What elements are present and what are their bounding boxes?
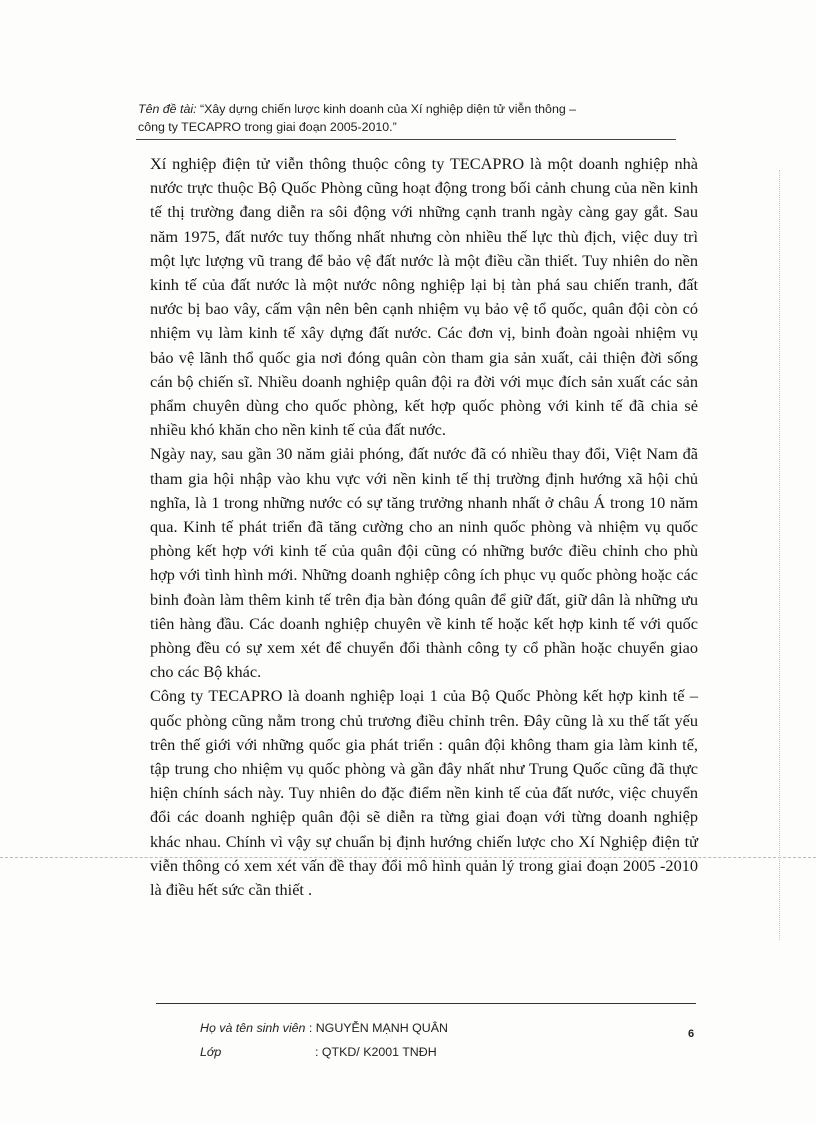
body-text [150, 152, 698, 902]
thesis-title-line-2: công ty TECAPRO trong giai đoạn 2005-2010.” [138, 120, 397, 134]
class-label: Lớp [200, 1045, 222, 1059]
scan-artifact-line [0, 857, 816, 858]
class-row [200, 1040, 448, 1064]
paragraph-1: Xí nghiệp điện tử viễn thông thuộc công ty TECAPRO là một doanh nghiệp nhà nước trực thuộc Bộ Quốc Phòng cũng hoạt động trong bối cảnh chung của nền kinh tế thị trường đang diễn ra sôi động với những cạnh tranh ngày càng gay gắt. Sau năm 1975, đất nước tuy thống nhất nhưng còn nhiều thế lực thù địch, việc duy trì một lực lượng vũ trang để bảo vệ đất nước là một điều cần thiết. Tuy nhiên do nền kinh tế của đất nước là một nước nông nghiệp lại bị tàn phá sau chiến tranh, đất nước bị bao vây, cấm vận nên bên cạnh nhiệm vụ bảo vệ tổ quốc, quân đội còn có nhiệm vụ làm kinh tế xây dựng đất nước. Các đơn vị, binh đoàn ngoài nhiệm vụ bảo vệ lãnh thổ quốc gia nơi đóng quân còn tham gia sản xuất, cải thiện đời sống cán bộ chiến sĩ. Nhiều doanh nghiệp quân đội ra đời với mục đích sản xuất các sản phẩm chuyên dùng cho quốc phòng, kết hợp quốc phòng với kinh tế đã chia sẻ nhiều khó khăn cho nền kinh tế của đất nước. [150, 154, 698, 440]
header-divider [136, 139, 676, 140]
footer-divider [156, 1003, 696, 1004]
paragraph-2: Ngày nay, sau gần 30 năm giải phóng, đất nước đã có nhiều thay đổi, Việt Nam đã tham gia hội nhập vào khu vực với nền kinh tế thị trường định hướng xã hội chủ nghĩa, là 1 trong những nước có sự tăng trưởng nhanh nhất ở châu Á trong 10 năm qua. Kinh tế phát triển đã tăng cường cho an ninh quốc phòng và nhiệm vụ quốc phòng kết hợp với kinh tế của quân đội cũng có những bước điều chỉnh cho phù hợp với tình hình mới. Những doanh nghiệp công ích phục vụ quốc phòng hoặc các binh đoàn làm thêm kinh tế trên địa bàn đóng quân để giữ đất, giữ dân là những ưu tiên hàng đầu. Các doanh nghiệp chuyên về kinh tế hoặc kết hợp kinh tế với quốc phòng đều có sự xem xét để chuyển đổi thành công ty cổ phần hoặc chuyển giao cho các Bộ khác. [150, 444, 698, 682]
page-number: 6 [688, 1028, 695, 1040]
student-name-value: : NGUYỄN MẠNH QUÂN [308, 1021, 448, 1035]
page-header [138, 100, 658, 136]
class-value: : QTKD/ K2001 TNĐH [315, 1045, 437, 1059]
thesis-title-line-1 [138, 100, 658, 118]
thesis-title-text-1: “Xây dựng chiến lược kinh doanh của Xí nghiệp diện tử viễn thông – [196, 102, 577, 116]
thesis-title-label: Tên đề tài: [138, 102, 197, 116]
student-name-row [200, 1016, 448, 1040]
page-footer [200, 1016, 448, 1064]
scan-artifact-edge [779, 170, 780, 940]
student-name-label: Họ và tên sinh viên [200, 1021, 306, 1035]
paragraph-3: Công ty TECAPRO là doanh nghiệp loại 1 của Bộ Quốc Phòng kết hợp kinh tế – quốc phòng cũng nằm trong chủ trương điều chỉnh trên. Đây cũng là xu thế tất yếu trên thế giới với những quốc gia phát triển : quân đội không tham gia làm kinh tế, tập trung cho nhiệm vụ quốc phòng và gần đây nhất như Trung Quốc cũng đã thực hiện chính sách này. Tuy nhiên do đặc điểm nền kinh tế của đất nước, việc chuyển đổi các doanh nghiệp quân đội sẽ diễn ra từng giai đoạn với từng doanh nghiệp khác nhau. Chính vì vậy sự chuẩn bị định hướng chiến lược cho Xí Nghiệp điện tử viễn thông có xem xét vấn đề thay đổi mô hình quản lý trong giai đoạn 2005 -2010 là điều hết sức cần thiết . [150, 686, 698, 900]
